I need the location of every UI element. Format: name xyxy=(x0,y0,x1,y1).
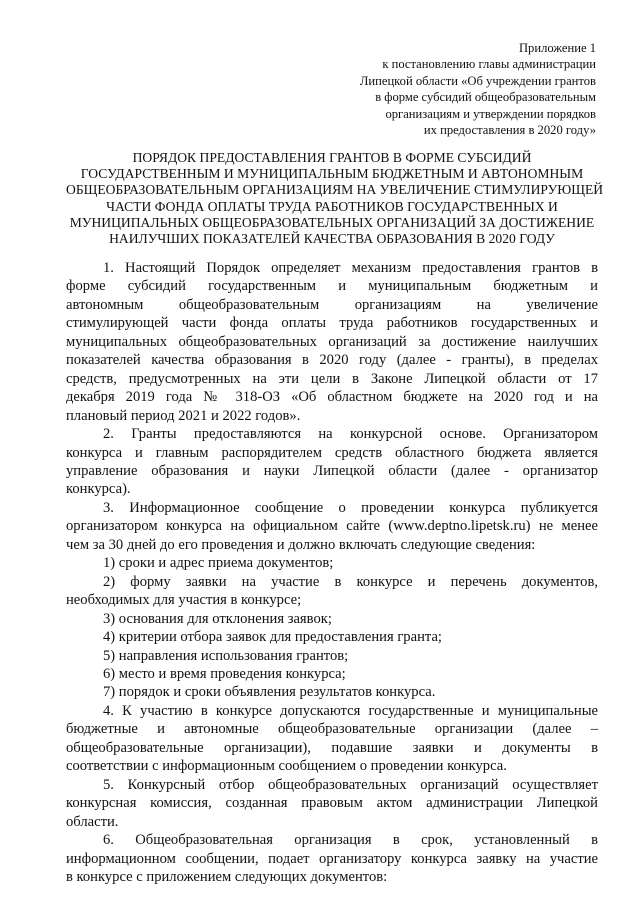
text-line: информационном сообщении, подает организатору конкурса заявку на участие xyxy=(66,850,598,867)
text-line: 6. Общеобразовательная организация в срок, установленный в xyxy=(103,832,598,849)
text-line: 5. Конкурсный отбор общеобразовательных организаций осуществляет xyxy=(103,776,598,793)
list-item: 2) форму заявки на участие в конкурсе и перечень документов, xyxy=(103,573,598,590)
text-line: муниципальных общеобразовательных организаций за достижение наилучших xyxy=(66,333,598,350)
paragraph-1 xyxy=(66,259,598,425)
text-line: средств, предусмотренных на эти цели в Законе Липецкой области от 17 xyxy=(66,370,598,387)
document-title xyxy=(66,150,604,247)
title-line: МУНИЦИПАЛЬНЫХ ОБЩЕОБРАЗОВАТЕЛЬНЫХ ОРГАНИЗАЦИЙ ЗА ДОСТИЖЕНИЕ xyxy=(69,214,595,230)
document-body xyxy=(66,259,598,886)
text-line: 4. К участию в конкурсе допускаются государственные и муниципальные xyxy=(103,702,598,719)
appendix-line: в форме субсидий общеобразовательным xyxy=(375,90,596,105)
list-item: 7) порядок и сроки объявления результатов конкурса. xyxy=(103,684,436,701)
list-item-continuation: необходимых для участия в конкурсе; xyxy=(66,592,302,609)
text-line: показателей качества образования в 2020 году (далее - гранты), в пределах xyxy=(66,352,598,369)
paragraph-5 xyxy=(66,776,598,831)
paragraph-3 xyxy=(66,499,598,554)
title-line: ОБЩЕОБРАЗОВАТЕЛЬНЫМ ОРГАНИЗАЦИЯМ НА УВЕЛИЧЕНИЕ СТИМУЛИРУЮЩЕЙ xyxy=(66,182,604,198)
list-item: 5) направления использования грантов; xyxy=(103,647,349,664)
appendix-header xyxy=(296,40,596,138)
text-line: управление образования и науки Липецкой области (далее - организатор xyxy=(66,462,598,479)
text-line: 3. Информационное сообщение о проведении конкурса публикуется xyxy=(103,499,598,516)
text-line: соответствии с информационным сообщением о проведении конкурса. xyxy=(66,758,507,775)
text-line: форме субсидий государственным и муниципальным бюджетным и xyxy=(66,278,598,295)
appendix-line: к постановлению главы администрации xyxy=(382,57,596,72)
title-line: ПОРЯДОК ПРЕДОСТАВЛЕНИЯ ГРАНТОВ В ФОРМЕ СУБСИДИЙ xyxy=(132,150,532,165)
list-item: 6) место и время проведения конкурса; xyxy=(103,665,346,682)
text-line: декабря 2019 года № 318-ОЗ «Об областном бюджете на 2020 год и на xyxy=(66,389,598,406)
appendix-line: их предоставления в 2020 году» xyxy=(423,123,596,138)
text-line: конкурса). xyxy=(66,481,131,498)
list-item: 4) критерии отбора заявок для предоставления гранта; xyxy=(103,629,442,646)
text-line: в конкурсе с приложением следующих документов: xyxy=(66,868,388,885)
requirements-list xyxy=(66,554,598,702)
text-line: организатором конкурса на официальном сайте (www.deptno.lipetsk.ru) не менее xyxy=(66,518,598,535)
text-line: плановый период 2021 и 2022 годов». xyxy=(66,407,301,424)
list-item: 3) основания для отклонения заявок; xyxy=(103,610,332,627)
text-line: общеобразовательные организации), подавшие заявки и документы в xyxy=(66,739,598,756)
text-line: чем за 30 дней до его проведения и должно включать следующие сведения: xyxy=(66,536,536,553)
appendix-line: Липецкой области «Об учреждении грантов xyxy=(359,73,596,88)
text-line: области. xyxy=(66,813,119,830)
text-line: бюджетные и автономные общеобразовательные организации (далее – xyxy=(66,721,598,738)
title-line: ЧАСТИ ФОНДА ОПЛАТЫ ТРУДА РАБОТНИКОВ ГОСУДАРСТВЕННЫХ И xyxy=(106,198,558,214)
text-line: конкурсная комиссия, созданная правовым актом администрации Липецкой xyxy=(66,795,598,812)
text-line: 1. Настоящий Порядок определяет механизм предоставления грантов в xyxy=(103,260,598,276)
list-item: 1) сроки и адрес приема документов; xyxy=(103,555,334,572)
appendix-line: организациям и утверждении порядков xyxy=(385,106,596,121)
text-line: автономным общеобразовательным организациям на увеличение xyxy=(66,296,598,313)
appendix-line: Приложение 1 xyxy=(518,41,596,55)
text-line: 2. Гранты предоставляются на конкурсной основе. Организатором xyxy=(103,426,598,443)
paragraph-4 xyxy=(66,702,598,776)
paragraph-2 xyxy=(66,425,598,499)
text-line: конкурса и главным распорядителем средств областного бюджета является xyxy=(66,444,598,461)
title-line: НАИЛУЧШИХ ПОКАЗАТЕЛЕЙ КАЧЕСТВА ОБРАЗОВАНИЯ В 2020 ГОДУ xyxy=(109,231,555,247)
paragraph-6 xyxy=(66,831,598,886)
title-line: ГОСУДАРСТВЕННЫМ И МУНИЦИПАЛЬНЫМ БЮДЖЕТНЫМ И АВТОНОМНЫМ xyxy=(80,166,584,182)
text-line: стимулирующей части фонда оплаты труда работников государственных и xyxy=(66,315,598,332)
